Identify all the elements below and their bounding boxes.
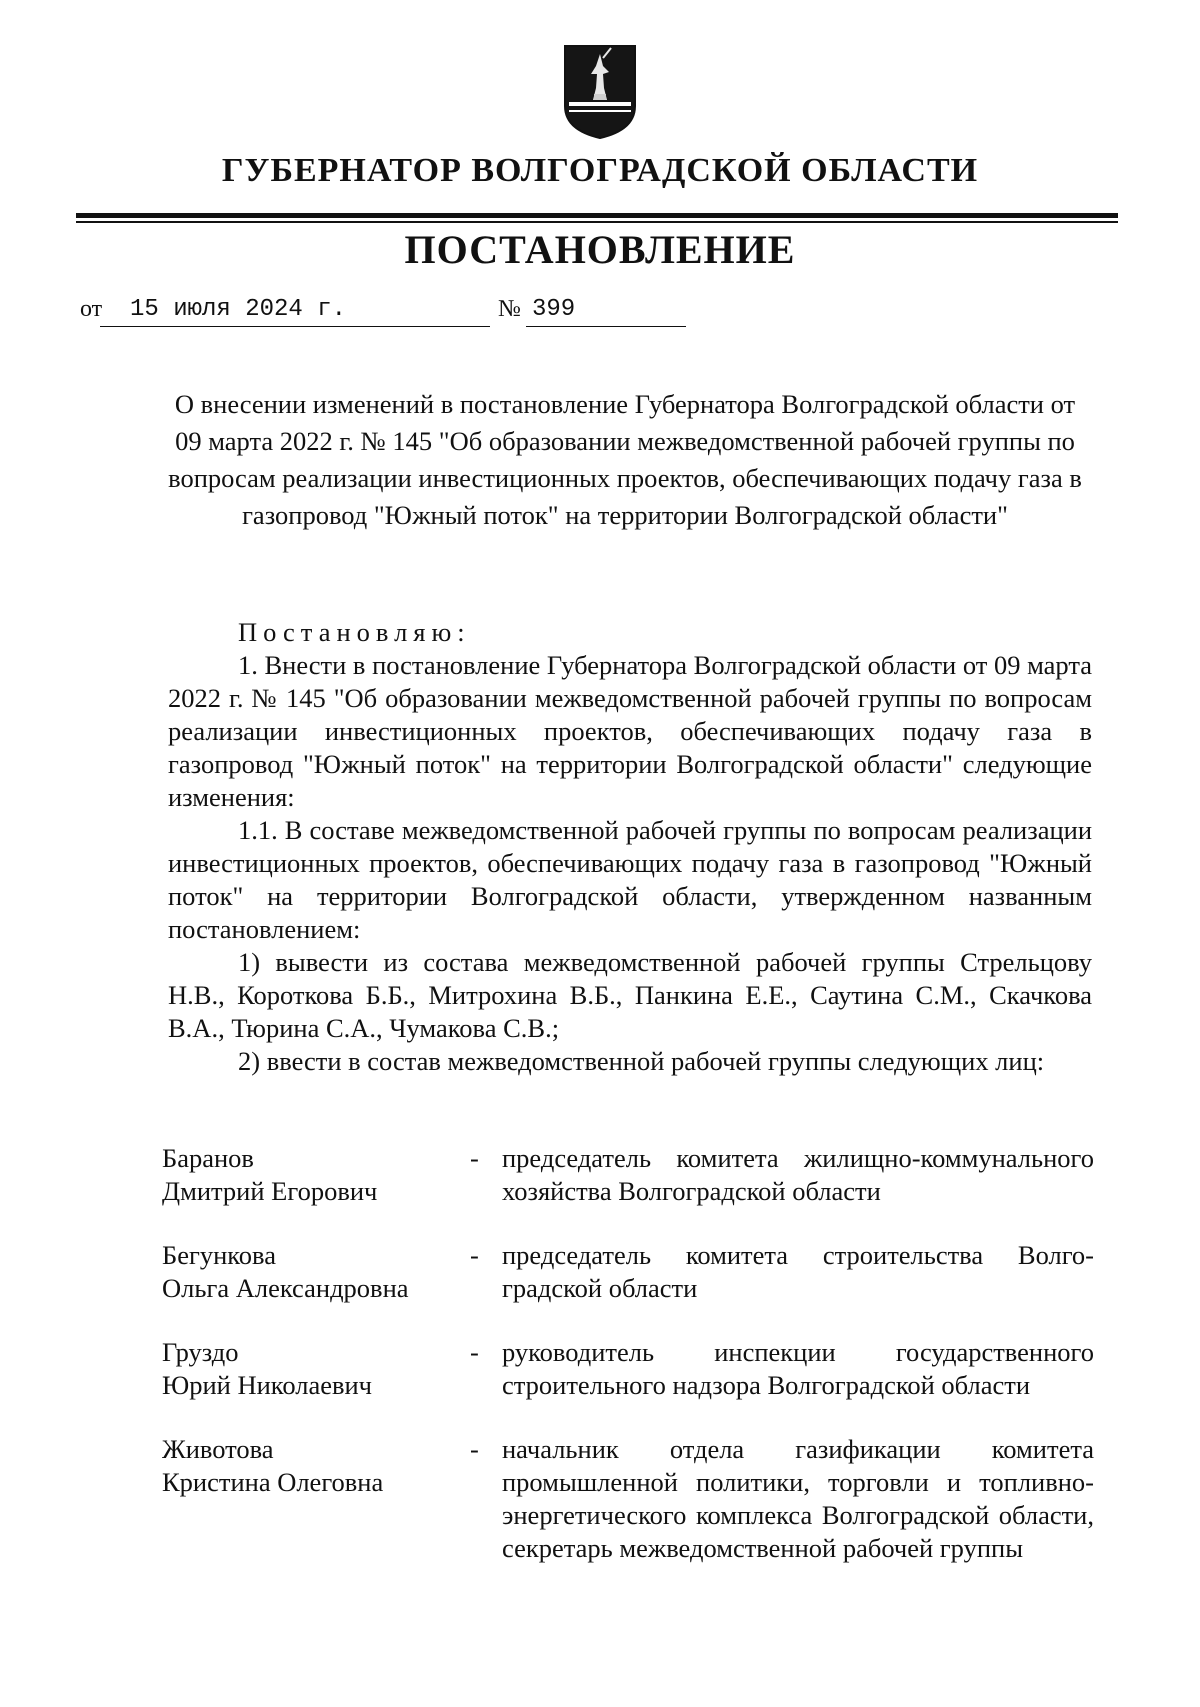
member-surname: Груздо xyxy=(162,1337,239,1367)
member-name xyxy=(162,1239,470,1305)
date-label: от xyxy=(80,296,103,322)
paragraph-1-1: 1.1. В составе межведомственной рабочей группы по вопросам реализации инвестиционных проектов, обеспечивающих подачу газа в газопровод "Южный поток" на территории Волгоградской области, утвержденном названным постановлением: xyxy=(168,815,1092,944)
list-item xyxy=(162,1142,1094,1208)
member-dash: - xyxy=(470,1337,479,1367)
member-position: начальник отдела газификации комитета промышленной политики, торговли и топливно-энергетического комплекса Волгоградской области, секретарь межведомственной рабочей группы xyxy=(502,1434,1094,1563)
member-given-name: Кристина Олеговна xyxy=(162,1467,384,1497)
member-position: председатель комитета строительства Волгоградской области xyxy=(502,1240,1094,1303)
member-position: председатель комитета жилищно-коммунального хозяйства Волгоградской области xyxy=(502,1143,1094,1206)
date-field xyxy=(100,296,490,327)
paragraph-1-1-1: 1) вывести из состава межведомственной рабочей группы Стрельцову Н.В., Короткова Б.Б., Митрохина В.Б., Панкина Е.Е., Саутина С.М., Скачкова В.А., Тюрина С.А., Чумакова С.В.; xyxy=(168,947,1092,1043)
header-divider-thin xyxy=(76,221,1118,223)
members-list xyxy=(162,1142,1094,1596)
list-item xyxy=(162,1239,1094,1305)
paragraph-1-1-2: 2) ввести в состав межведомственной рабочей группы следующих лиц: xyxy=(238,1046,1045,1076)
member-name xyxy=(162,1433,470,1565)
number-value: 399 xyxy=(532,296,576,323)
member-name xyxy=(162,1142,470,1208)
resolve-phrase: Постановляю: xyxy=(238,617,471,647)
member-given-name: Дмитрий Егорович xyxy=(162,1176,378,1206)
number-label: № xyxy=(498,296,521,322)
list-item xyxy=(162,1433,1094,1565)
member-dash: - xyxy=(470,1143,479,1173)
member-surname: Бегункова xyxy=(162,1240,276,1270)
member-surname: Животова xyxy=(162,1434,274,1464)
coat-of-arms-emblem xyxy=(563,44,637,140)
member-name xyxy=(162,1336,470,1402)
issuer-title: ГУБЕРНАТОР ВОЛГОГРАДСКОЙ ОБЛАСТИ xyxy=(221,152,979,189)
header-divider-thick xyxy=(76,213,1118,218)
list-item xyxy=(162,1336,1094,1402)
member-dash: - xyxy=(470,1434,479,1464)
member-dash: - xyxy=(470,1240,479,1270)
date-value: 15 июля 2024 г. xyxy=(130,296,347,323)
member-given-name: Ольга Александровна xyxy=(162,1273,409,1303)
member-surname: Баранов xyxy=(162,1143,254,1173)
member-position: руководитель инспекции государственного строительного надзора Волгоградской области xyxy=(502,1337,1094,1400)
document-type: ПОСТАНОВЛЕНИЕ xyxy=(404,227,796,272)
paragraph-1: 1. Внести в постановление Губернатора Волгоградской области от 09 марта 2022 г. № 145 "Об образовании межведомственной рабочей группы по вопросам реализации инвестиционных проектов, обеспечивающих подачу газа в газопровод "Южный поток" на территории Волгоградской области" следующие изменения: xyxy=(168,650,1092,812)
member-given-name: Юрий Николаевич xyxy=(162,1370,372,1400)
document-body xyxy=(168,616,1092,1078)
number-field xyxy=(526,296,686,327)
document-subject: О внесении изменений в постановление Губернатора Волгоградской области от 09 марта 2022 г. № 145 "Об образовании межведомственной рабочей группы по вопросам реализации инвестиционных проектов, обеспечивающих подачу газа в газопровод "Южный поток" на территории Волгоградской области" xyxy=(168,389,1082,530)
